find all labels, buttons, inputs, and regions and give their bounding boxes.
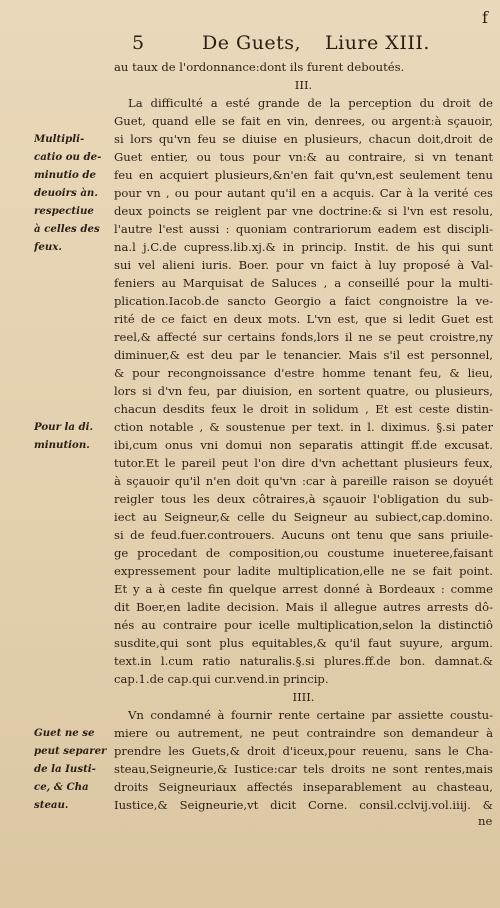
text-line: plication.Iacob.de sancto Georgio a faict congnoistre la ve- [114, 294, 493, 308]
text-line: diminuer,& est deu par le tenancier. Mais s'il est personnel, [114, 348, 493, 362]
margin-note: deuoirs àn. [34, 187, 98, 199]
margin-note: minution. [34, 439, 90, 451]
section-heading: IIII. [292, 690, 315, 704]
text-line: tutor.Et le pareil peut l'on dire d'vn achettant plusieurs feux, [114, 456, 493, 470]
catchword: ne [478, 814, 493, 828]
text-line: na.l j.C.de cupress.lib.xj.& in princip. Instit. de his qui sunt [114, 240, 493, 254]
text-line: si de feud.fuer.controuers. Aucuns ont tenu que sans priuile- [114, 528, 493, 542]
page-number: 5 [132, 32, 145, 54]
text-line: feu en acquiert plusieurs,&n'en fait qu'vn,est seulement tenu [114, 168, 493, 182]
margin-note: peut separer [34, 745, 107, 757]
text-line: cap.1.de cap.qui cur.vend.in princip. [114, 672, 329, 686]
text-line: reigler tous les deux côtraires,à sçauoir l'obligation du sub- [114, 492, 493, 506]
margin-note: respectiue [34, 205, 94, 217]
margin-note: minutio de [34, 169, 96, 181]
text-line: au taux de l'ordonnance:dont ils furent deboutés. [114, 60, 405, 74]
text-line: droits Seigneuriaux affectés inseparablement au chasteau, [114, 780, 493, 794]
text-line: rité de ce faict en deux mots. L'vn est, que si ledit Guet est [114, 312, 493, 326]
margin-note: de la Iusti- [34, 763, 96, 775]
text-line: La difficulté a esté grande de la perception du droit de [128, 96, 493, 110]
text-line: si lors qu'vn feu se diuise en plusieurs, chacun doit,droit de [114, 132, 493, 146]
margin-note: feux. [34, 241, 62, 253]
margin-note: catio ou de- [34, 151, 102, 163]
text-line: pour vn , ou pour autant qu'il en a acquis. Car à la verité ces [114, 186, 493, 200]
text-line: reel,& affecté sur certains fonds,lors il ne se peut croistre,ny [114, 330, 493, 344]
text-line: expressement pour ladite multiplication,elle ne se fait point. [114, 564, 493, 578]
text-line: Iustice,& Seigneurie,vt dicit Corne. consil.cclvij.vol.iiij. & [114, 798, 493, 812]
text-line: Vn condamné à fournir rente certaine par assiette coustu- [128, 708, 493, 722]
margin-note: Guet ne se [34, 727, 95, 739]
margin-note: Multipli- [34, 133, 85, 145]
text-line: ibi,cum onus vni domui non separatis attingit ff.de excusat. [114, 438, 493, 452]
text-line: ge procedant de composition,ou coustume inueteree,faisant [114, 546, 493, 560]
text-line: l'autre l'est aussi : quoniam contrariorum eadem est discipli- [114, 222, 493, 236]
running-title: De Guets, [202, 32, 302, 54]
book-label: Liure XIII. [325, 32, 430, 54]
text-line: Guet entier, ou tous pour vn:& au contraire, si vn tenant [114, 150, 493, 164]
text-line: feniers au Marquisat de Saluces , a conseillé pour la multi- [114, 276, 493, 290]
text-line: chacun desdits feux le droit in solidum , Et est ceste distin- [114, 402, 493, 416]
text-line: nés au contraire pour icelle multiplication,selon la distinctiô [114, 618, 493, 632]
margin-note: à celles des [34, 223, 100, 235]
text-line: susdite,qui sont plus equitables,& qu'il faut suyure, argum. [114, 636, 493, 650]
text-line: miere ou autrement, ne peut contraindre son demandeur à [114, 726, 493, 740]
text-line: prendre les Guets,& droit d'iceux,pour reuenu, sans le Cha- [114, 744, 493, 758]
corner-mark: f [482, 8, 488, 27]
text-line: text.in l.cum ratio naturalis.§.si plures.ff.de bon. damnat.& [114, 654, 493, 668]
margin-note: steau. [34, 799, 69, 811]
text-line: dit Boer,en ladite decision. Mais il allegue autres arrests dô- [114, 600, 493, 614]
text-line: & pour recongnoissance d'estre homme tenant feu, & lieu, [114, 366, 493, 380]
text-line: ction notable , & soustenue per text. in l. diximus. §.si pater [114, 420, 493, 434]
text-line: à sçauoir qu'il n'en doit qu'vn :car à pareille raison se doyuét [114, 474, 493, 488]
text-line: Et y a à ceste fin quelque arrest donné à Bordeaux : comme [114, 582, 493, 596]
margin-note: Pour la di. [34, 421, 94, 433]
text-line: lors si d'vn feu, par diuision, en sortent quatre, ou plusieurs, [114, 384, 493, 398]
text-line: deux poincts se reiglent par vne doctrine:& si l'vn est resolu, [114, 204, 493, 218]
text-line: sui vel alieni iuris. Boer. pour vn faict à luy proposé à Val- [114, 258, 493, 272]
text-line: Guet, quand elle se fait en vin, denrees, ou argent:à sçauoir, [114, 114, 493, 128]
text-line: steau,Seigneurie,& Iustice:car tels droits ne sont rentes,mais [114, 762, 493, 776]
section-heading: III. [294, 78, 313, 92]
text-line: iect au Seigneur,& celle du Seigneur au subiect,cap.domino. [114, 510, 493, 524]
margin-note: ce, & Cha [34, 781, 89, 793]
